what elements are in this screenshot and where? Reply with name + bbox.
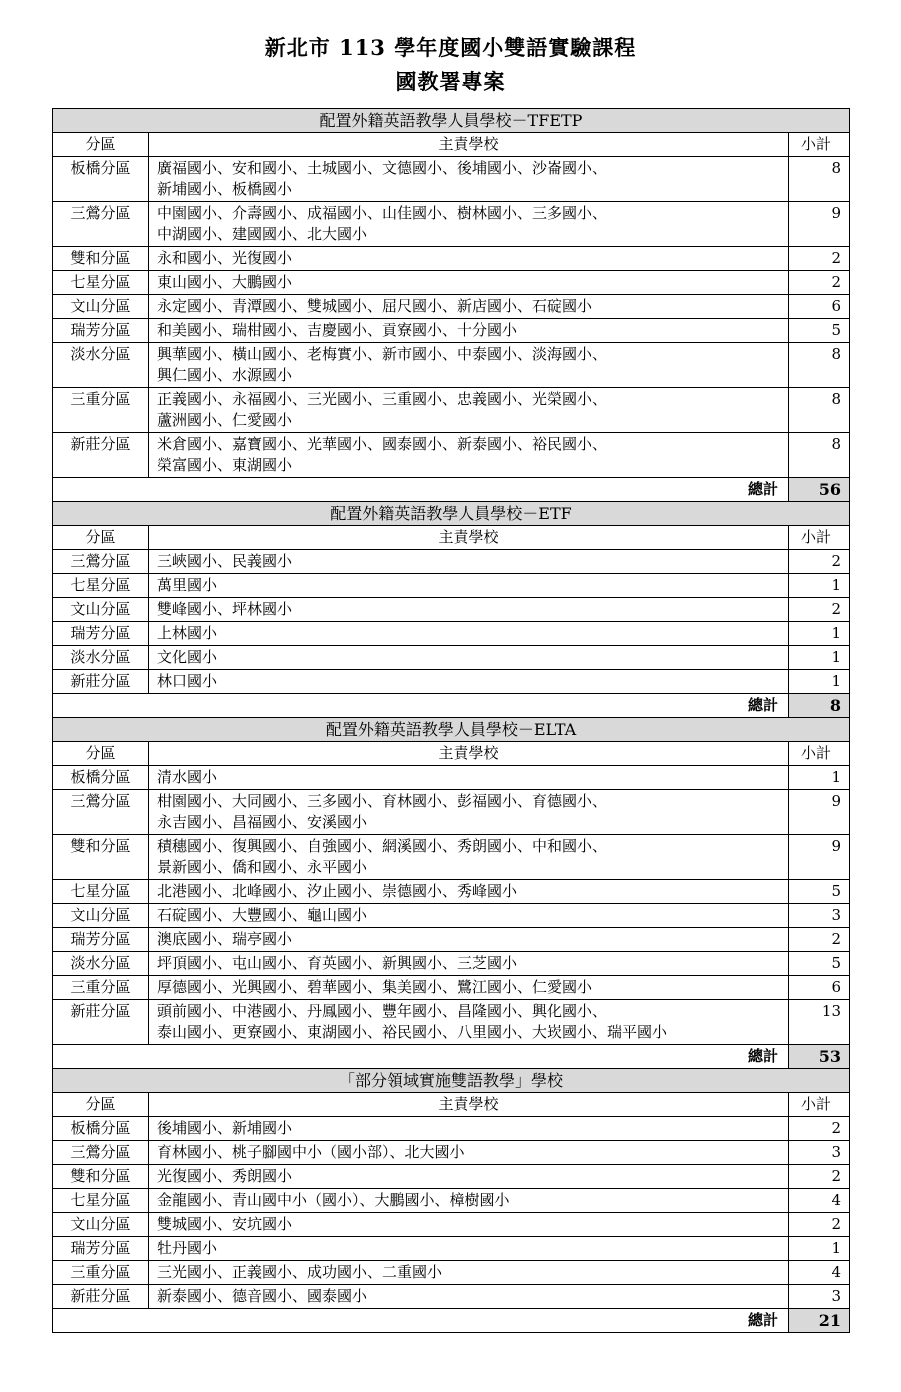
subtotal-cell: 1 [789, 1237, 850, 1261]
schools-line: 北港國小、北峰國小、汐止國小、崇德國小、秀峰國小 [157, 882, 518, 900]
schools-line: 蘆洲國小、仁愛國小 [157, 411, 293, 429]
header-district: 分區 [53, 1093, 149, 1117]
schools-line: 景新國小、僑和國小、永平國小 [157, 858, 368, 876]
schools-line: 米倉國小、嘉寶國小、光華國小、國泰國小、新泰國小、裕民國小、 [157, 435, 608, 453]
subtotal-cell: 3 [789, 1141, 850, 1165]
subtotal-cell: 1 [789, 646, 850, 670]
schools-line: 萬里國小 [157, 576, 218, 594]
table-row [53, 1141, 850, 1165]
schools-line: 興仁國小、水源國小 [157, 366, 293, 384]
subtotal-cell: 8 [789, 433, 850, 478]
table-row [53, 766, 850, 790]
header-subtotal: 小計 [789, 1093, 850, 1117]
schools-cell [149, 433, 789, 478]
schools-cell [149, 247, 789, 271]
schools-line: 後埔國小、新埔國小 [157, 1119, 293, 1137]
schools-line: 中湖國小、建國國小、北大國小 [157, 225, 368, 243]
table-row [53, 1117, 850, 1141]
total-value: 53 [789, 1045, 850, 1069]
district-cell: 三重分區 [53, 1261, 149, 1285]
table-row [53, 622, 850, 646]
subtotal-cell: 8 [789, 388, 850, 433]
subtotal-cell: 1 [789, 622, 850, 646]
schools-cell [149, 1117, 789, 1141]
subtotal-cell: 9 [789, 835, 850, 880]
subtotal-cell: 9 [789, 202, 850, 247]
header-subtotal: 小計 [789, 742, 850, 766]
district-cell: 板橋分區 [53, 1117, 149, 1141]
subtotal-cell: 4 [789, 1261, 850, 1285]
table-row [53, 550, 850, 574]
schools-line: 文化國小 [157, 648, 218, 666]
subtotal-cell: 9 [789, 790, 850, 835]
header-schools: 主責學校 [149, 1093, 789, 1117]
subtotal-cell: 4 [789, 1189, 850, 1213]
district-cell: 新莊分區 [53, 1285, 149, 1309]
schools-line: 柑園國小、大同國小、三多國小、育林國小、彭福國小、育德國小、 [157, 792, 608, 810]
total-row [53, 694, 850, 718]
table-row [53, 157, 850, 202]
total-row [53, 1045, 850, 1069]
schools-cell [149, 1285, 789, 1309]
schools-cell [149, 670, 789, 694]
district-cell: 七星分區 [53, 271, 149, 295]
schools-line: 三光國小、正義國小、成功國小、二重國小 [157, 1263, 443, 1281]
district-cell: 三鶯分區 [53, 1141, 149, 1165]
district-cell: 七星分區 [53, 574, 149, 598]
schools-cell [149, 319, 789, 343]
schools-line: 新泰國小、德音國小、國泰國小 [157, 1287, 368, 1305]
schools-line: 頭前國小、中港國小、丹鳳國小、豐年國小、昌隆國小、興化國小、 [157, 1002, 608, 1020]
schools-cell [149, 271, 789, 295]
subtotal-cell: 1 [789, 670, 850, 694]
district-cell: 三鶯分區 [53, 202, 149, 247]
header-subtotal: 小計 [789, 526, 850, 550]
schools-line: 永和國小、光復國小 [157, 249, 293, 267]
district-cell: 七星分區 [53, 1189, 149, 1213]
subtotal-cell: 2 [789, 1165, 850, 1189]
schools-line: 永定國小、青潭國小、雙城國小、屈尺國小、新店國小、石碇國小 [157, 297, 593, 315]
schools-cell [149, 388, 789, 433]
total-label: 總計 [53, 478, 789, 502]
district-cell: 三重分區 [53, 976, 149, 1000]
table-row [53, 598, 850, 622]
district-cell: 文山分區 [53, 904, 149, 928]
schools-cell [149, 295, 789, 319]
table-row [53, 1000, 850, 1045]
table-row [53, 247, 850, 271]
district-cell: 板橋分區 [53, 766, 149, 790]
schools-cell [149, 1261, 789, 1285]
subtotal-cell: 1 [789, 766, 850, 790]
section-title-row [53, 502, 850, 526]
district-cell: 新莊分區 [53, 433, 149, 478]
subtotal-cell: 2 [789, 1213, 850, 1237]
table-row [53, 433, 850, 478]
column-header-row [53, 742, 850, 766]
table-row [53, 952, 850, 976]
schools-cell [149, 1165, 789, 1189]
schools-line: 中園國小、介壽國小、成福國小、山佳國小、樹林國小、三多國小、 [157, 204, 608, 222]
header-subtotal: 小計 [789, 133, 850, 157]
schools-cell [149, 928, 789, 952]
district-cell: 文山分區 [53, 295, 149, 319]
district-cell: 瑞芳分區 [53, 319, 149, 343]
section-title-row [53, 109, 850, 133]
subtotal-cell: 5 [789, 952, 850, 976]
subtotal-cell: 8 [789, 343, 850, 388]
column-header-row [53, 133, 850, 157]
schools-cell [149, 976, 789, 1000]
schools-line: 新埔國小、板橋國小 [157, 180, 293, 198]
subtotal-cell: 2 [789, 928, 850, 952]
document-title: 新北市 113 學年度國小雙語實驗課程 [264, 35, 637, 60]
table-row [53, 670, 850, 694]
schools-line: 東山國小、大鵬國小 [157, 273, 293, 291]
schools-line: 厚德國小、光興國小、碧華國小、集美國小、鷺江國小、仁愛國小 [157, 978, 593, 996]
total-label: 總計 [53, 1309, 789, 1333]
table-row [53, 388, 850, 433]
header-schools: 主責學校 [149, 133, 789, 157]
subtotal-cell: 6 [789, 295, 850, 319]
table-row [53, 976, 850, 1000]
schools-line: 坪頂國小、屯山國小、育英國小、新興國小、三芝國小 [157, 954, 518, 972]
district-cell: 淡水分區 [53, 343, 149, 388]
table-row [53, 1237, 850, 1261]
district-cell: 七星分區 [53, 880, 149, 904]
district-cell: 雙和分區 [53, 1165, 149, 1189]
schools-cell [149, 790, 789, 835]
schools-line: 永吉國小、昌福國小、安溪國小 [157, 813, 368, 831]
total-row [53, 478, 850, 502]
schools-line: 育林國小、桃子腳國中小（國小部）、北大國小 [157, 1143, 465, 1161]
schools-cell [149, 1141, 789, 1165]
table-row [53, 271, 850, 295]
section-title: 「部分領域實施雙語教學」學校 [53, 1069, 850, 1093]
district-cell: 雙和分區 [53, 247, 149, 271]
schools-cell [149, 904, 789, 928]
schools-cell [149, 550, 789, 574]
subtotal-cell: 2 [789, 1117, 850, 1141]
total-label: 總計 [53, 1045, 789, 1069]
schools-line: 上林國小 [157, 624, 218, 642]
subtotal-cell: 2 [789, 550, 850, 574]
table-row [53, 295, 850, 319]
district-cell: 三鶯分區 [53, 790, 149, 835]
district-cell: 淡水分區 [53, 952, 149, 976]
header-district: 分區 [53, 133, 149, 157]
header-district: 分區 [53, 742, 149, 766]
schools-cell [149, 646, 789, 670]
schools-line: 牡丹國小 [157, 1239, 218, 1257]
section-title-row [53, 1069, 850, 1093]
schools-line: 金龍國小、青山國中小（國小）、大鵬國小、樟樹國小 [157, 1191, 510, 1209]
schools-cell [149, 1213, 789, 1237]
schools-line: 積穗國小、復興國小、自強國小、網溪國小、秀朗國小、中和國小、 [157, 837, 608, 855]
column-header-row [53, 526, 850, 550]
table-row [53, 202, 850, 247]
header-schools: 主責學校 [149, 526, 789, 550]
district-cell: 文山分區 [53, 1213, 149, 1237]
section-title: 配置外籍英語教學人員學校－ETF [53, 502, 850, 526]
header-schools: 主責學校 [149, 742, 789, 766]
schools-cell [149, 202, 789, 247]
schools-cell [149, 622, 789, 646]
section-title-row [53, 718, 850, 742]
total-value: 21 [789, 1309, 850, 1333]
table-row [53, 790, 850, 835]
schools-line: 廣福國小、安和國小、土城國小、文德國小、後埔國小、沙崙國小、 [157, 159, 608, 177]
schools-cell [149, 343, 789, 388]
table-row [53, 574, 850, 598]
total-label: 總計 [53, 694, 789, 718]
schools-line: 雙峰國小、坪林國小 [157, 600, 293, 618]
table-row [53, 646, 850, 670]
schools-cell [149, 1000, 789, 1045]
table-row [53, 1165, 850, 1189]
total-value: 56 [789, 478, 850, 502]
table-row [53, 1285, 850, 1309]
subtotal-cell: 3 [789, 1285, 850, 1309]
table-row [53, 904, 850, 928]
subtotal-cell: 5 [789, 319, 850, 343]
district-cell: 淡水分區 [53, 646, 149, 670]
schools-line: 清水國小 [157, 768, 218, 786]
table-row [53, 880, 850, 904]
subtotal-cell: 8 [789, 157, 850, 202]
schools-cell [149, 766, 789, 790]
schools-cell [149, 1189, 789, 1213]
subtotal-cell: 6 [789, 976, 850, 1000]
subtotal-cell: 2 [789, 598, 850, 622]
subtotal-cell: 13 [789, 1000, 850, 1045]
schools-line: 泰山國小、更寮國小、東湖國小、裕民國小、八里國小、大崁國小、瑞平國小 [157, 1023, 668, 1041]
district-cell: 三重分區 [53, 388, 149, 433]
district-cell: 瑞芳分區 [53, 622, 149, 646]
schools-line: 榮富國小、東湖國小 [157, 456, 293, 474]
schools-cell [149, 1237, 789, 1261]
table-row [53, 1189, 850, 1213]
schools-cell [149, 574, 789, 598]
schools-line: 光復國小、秀朗國小 [157, 1167, 293, 1185]
district-cell: 雙和分區 [53, 835, 149, 880]
schools-cell [149, 157, 789, 202]
column-header-row [53, 1093, 850, 1117]
schools-line: 雙城國小、安坑國小 [157, 1215, 293, 1233]
schools-line: 三峽國小、民義國小 [157, 552, 293, 570]
table-row [53, 1213, 850, 1237]
schools-line: 澳底國小、瑞亭國小 [157, 930, 293, 948]
document-subtitle: 國教署專案 [395, 69, 506, 94]
table-row [53, 835, 850, 880]
district-cell: 新莊分區 [53, 670, 149, 694]
subtotal-cell: 1 [789, 574, 850, 598]
schools-line: 石碇國小、大豐國小、龜山國小 [157, 906, 368, 924]
total-row [53, 1309, 850, 1333]
district-cell: 瑞芳分區 [53, 1237, 149, 1261]
district-cell: 三鶯分區 [53, 550, 149, 574]
header-district: 分區 [53, 526, 149, 550]
district-cell: 瑞芳分區 [53, 928, 149, 952]
section-title: 配置外籍英語教學人員學校－TFETP [53, 109, 850, 133]
table-row [53, 319, 850, 343]
section-title: 配置外籍英語教學人員學校－ELTA [53, 718, 850, 742]
subtotal-cell: 5 [789, 880, 850, 904]
schools-line: 興華國小、橫山國小、老梅實小、新市國小、中泰國小、淡海國小、 [157, 345, 608, 363]
schools-line: 正義國小、永福國小、三光國小、三重國小、忠義國小、光榮國小、 [157, 390, 608, 408]
table-row [53, 928, 850, 952]
district-cell: 板橋分區 [53, 157, 149, 202]
district-cell: 新莊分區 [53, 1000, 149, 1045]
schools-cell [149, 880, 789, 904]
total-value: 8 [789, 694, 850, 718]
subtotal-cell: 2 [789, 247, 850, 271]
table-row [53, 343, 850, 388]
subtotal-cell: 2 [789, 271, 850, 295]
schools-table [52, 108, 850, 1333]
district-cell: 文山分區 [53, 598, 149, 622]
schools-cell [149, 598, 789, 622]
schools-line: 和美國小、瑞柑國小、吉慶國小、貢寮國小、十分國小 [157, 321, 518, 339]
schools-cell [149, 952, 789, 976]
subtotal-cell: 3 [789, 904, 850, 928]
table-row [53, 1261, 850, 1285]
schools-line: 林口國小 [157, 672, 218, 690]
schools-cell [149, 835, 789, 880]
